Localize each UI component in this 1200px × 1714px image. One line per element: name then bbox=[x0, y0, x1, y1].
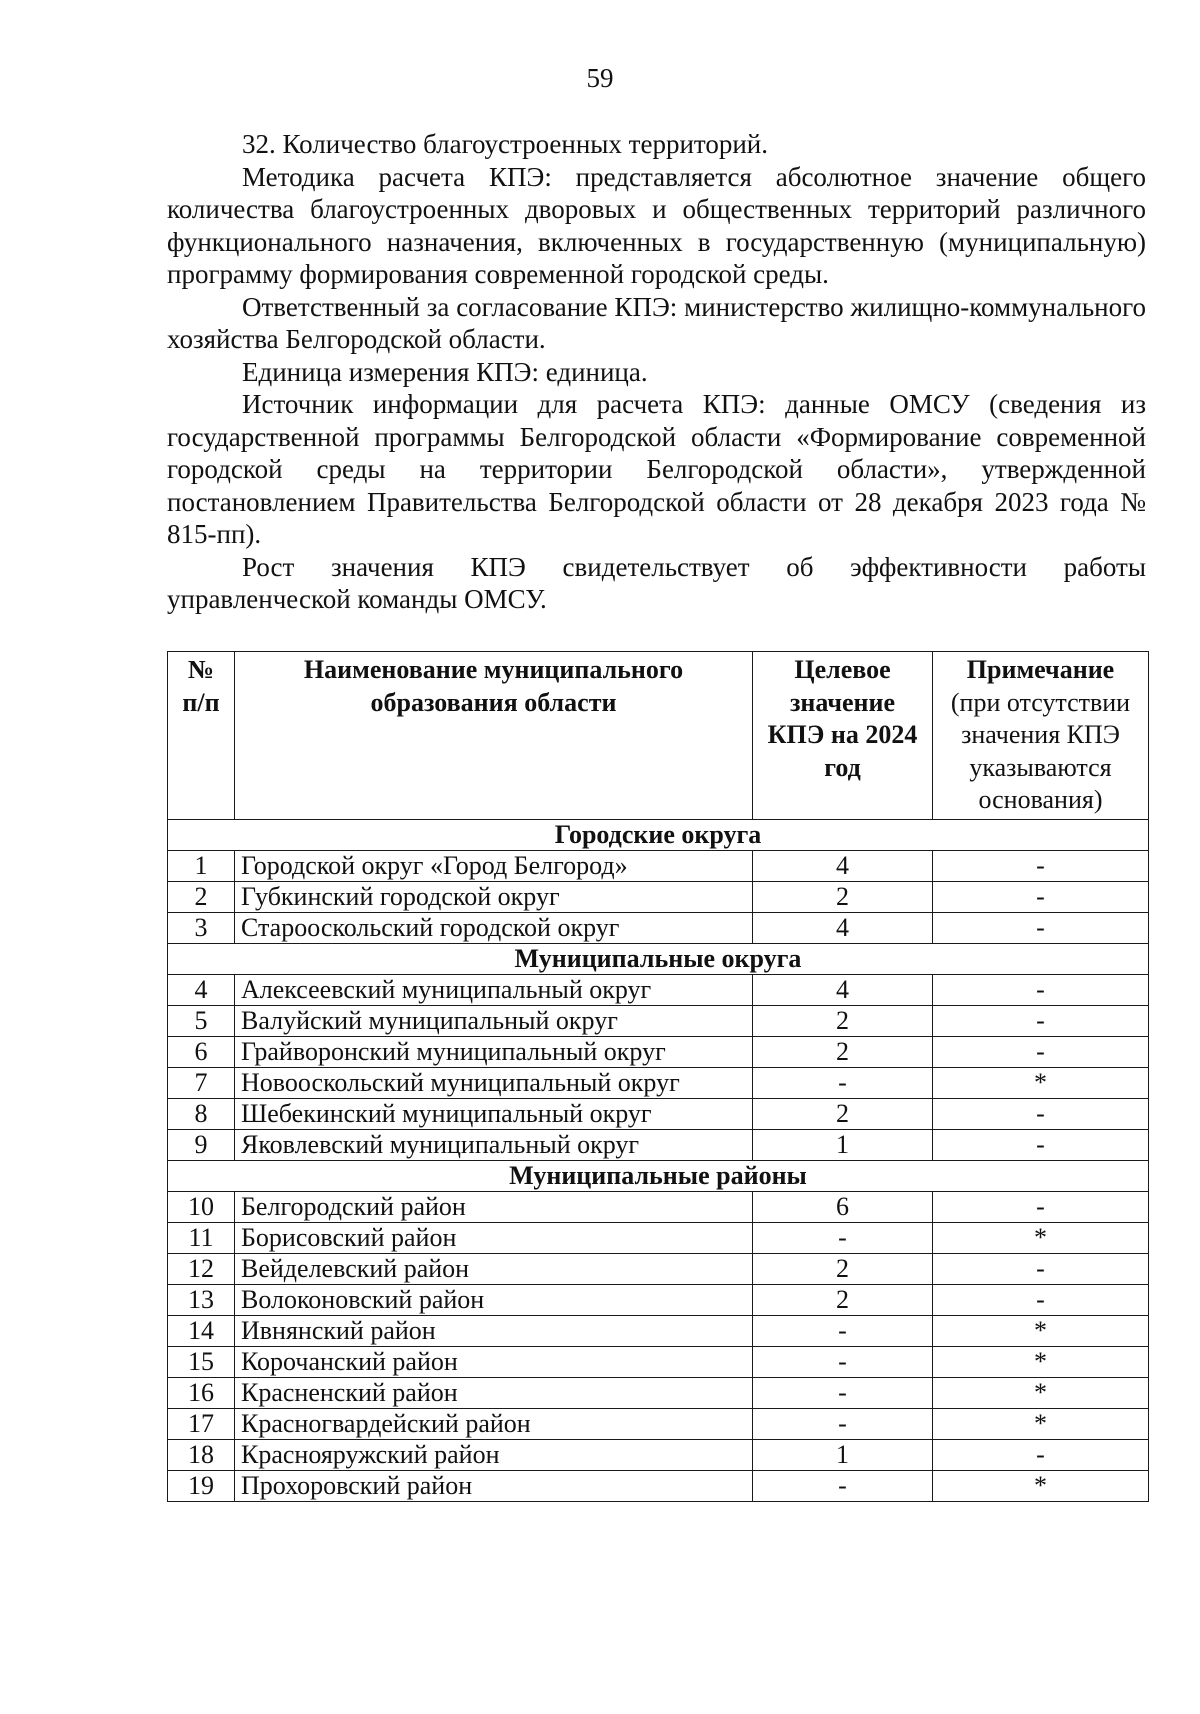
table-row bbox=[168, 1129, 1149, 1160]
municipality-name: Борисовский район bbox=[235, 1222, 753, 1253]
note-cell: * bbox=[933, 1377, 1149, 1408]
table-row bbox=[168, 1067, 1149, 1098]
row-number: 4 bbox=[168, 974, 235, 1005]
target-value: 2 bbox=[753, 1036, 933, 1067]
paragraph-growth: Рост значения КПЭ свидетельствует об эффективности работы управленческой команды ОМСУ. bbox=[167, 551, 1146, 614]
note-cell: * bbox=[933, 1346, 1149, 1377]
row-number: 13 bbox=[168, 1284, 235, 1315]
municipality-name: Алексеевский муниципальный округ bbox=[235, 974, 753, 1005]
municipality-name: Шебекинский муниципальный округ bbox=[235, 1098, 753, 1129]
table-row bbox=[168, 1408, 1149, 1439]
note-cell: - bbox=[933, 1036, 1149, 1067]
target-value: - bbox=[753, 1067, 933, 1098]
table-header-row bbox=[168, 652, 1149, 820]
paragraph-responsible: Ответственный за согласование КПЭ: министерство жилищно-коммунального хозяйства Белгородской области. bbox=[167, 291, 1146, 354]
table-row bbox=[168, 1253, 1149, 1284]
row-number: 6 bbox=[168, 1036, 235, 1067]
note-cell: - bbox=[933, 1191, 1149, 1222]
page-number: 59 bbox=[586, 63, 614, 93]
table-row bbox=[168, 1005, 1149, 1036]
table-row bbox=[168, 1222, 1149, 1253]
header-note-title: Примечание bbox=[966, 655, 1115, 684]
note-cell: - bbox=[933, 1253, 1149, 1284]
table-row bbox=[168, 1439, 1149, 1470]
table-row bbox=[168, 1315, 1149, 1346]
target-value: 4 bbox=[753, 850, 933, 881]
target-value: 4 bbox=[753, 974, 933, 1005]
target-value: 1 bbox=[753, 1439, 933, 1470]
note-cell: * bbox=[933, 1067, 1149, 1098]
target-value: - bbox=[753, 1408, 933, 1439]
header-value: Целевое значение КПЭ на 2024 год bbox=[753, 652, 933, 820]
note-cell: * bbox=[933, 1408, 1149, 1439]
target-value: 2 bbox=[753, 1253, 933, 1284]
row-number: 16 bbox=[168, 1377, 235, 1408]
note-cell: - bbox=[933, 912, 1149, 943]
section-title: Муниципальные округа bbox=[168, 943, 1149, 974]
table-row bbox=[168, 1098, 1149, 1129]
target-value: 2 bbox=[753, 1005, 933, 1036]
table-row bbox=[168, 1284, 1149, 1315]
municipality-name: Вейделевский район bbox=[235, 1253, 753, 1284]
target-value: 6 bbox=[753, 1191, 933, 1222]
municipality-name: Краснояружский район bbox=[235, 1439, 753, 1470]
municipality-name: Новооскольский муниципальный округ bbox=[235, 1067, 753, 1098]
header-num-symbol: № bbox=[187, 655, 215, 684]
target-value: - bbox=[753, 1346, 933, 1377]
header-num-label: п/п bbox=[182, 687, 220, 717]
table-row bbox=[168, 1191, 1149, 1222]
table-body bbox=[168, 819, 1149, 1501]
row-number: 8 bbox=[168, 1098, 235, 1129]
paragraph-methodology: Методика расчета КПЭ: представляется абсолютное значение общего количества благоустроенных дворовых и общественных территорий различного функционального назначения, включенных в государственную (муниципальную) программу формирования современной городской среды. bbox=[167, 161, 1146, 289]
note-cell: - bbox=[933, 881, 1149, 912]
paragraph-source: Источник информации для расчета КПЭ: данные ОМСУ (сведения из государственной программы Белгородской области «Формирование современной городской среды на территории Белгородской области», утвержденной постановлением Правительства Белгородской области от 28 декабря 2023 года № 815-пп). bbox=[167, 389, 1146, 549]
row-number: 15 bbox=[168, 1346, 235, 1377]
municipality-name: Грайворонский муниципальный округ bbox=[235, 1036, 753, 1067]
row-number: 7 bbox=[168, 1067, 235, 1098]
municipality-name: Губкинский городской округ bbox=[235, 881, 753, 912]
row-number: 1 bbox=[168, 850, 235, 881]
table-row bbox=[168, 912, 1149, 943]
section-row bbox=[168, 1160, 1149, 1191]
header-num bbox=[168, 652, 235, 820]
row-number: 11 bbox=[168, 1222, 235, 1253]
header-note bbox=[933, 652, 1149, 820]
target-value: - bbox=[753, 1315, 933, 1346]
note-cell: * bbox=[933, 1315, 1149, 1346]
municipality-name: Красненский район bbox=[235, 1377, 753, 1408]
document-body bbox=[167, 128, 1146, 616]
table-row bbox=[168, 1346, 1149, 1377]
section-heading: 32. Количество благоустроенных территорий. bbox=[242, 129, 768, 159]
table-row bbox=[168, 850, 1149, 881]
table-row bbox=[168, 1377, 1149, 1408]
municipality-name: Корочанский район bbox=[235, 1346, 753, 1377]
municipality-name: Яковлевский муниципальный округ bbox=[235, 1129, 753, 1160]
municipality-name: Городской округ «Город Белгород» bbox=[235, 850, 753, 881]
row-number: 10 bbox=[168, 1191, 235, 1222]
table-row bbox=[168, 1470, 1149, 1501]
target-value: 2 bbox=[753, 1284, 933, 1315]
note-cell: * bbox=[933, 1222, 1149, 1253]
header-name: Наименование муниципального образования области bbox=[235, 652, 753, 820]
target-value: - bbox=[753, 1377, 933, 1408]
section-row bbox=[168, 819, 1149, 850]
target-value: - bbox=[753, 1222, 933, 1253]
note-cell: - bbox=[933, 974, 1149, 1005]
paragraph-unit: Единица измерения КПЭ: единица. bbox=[242, 356, 648, 387]
municipality-name: Прохоровский район bbox=[235, 1470, 753, 1501]
row-number: 5 bbox=[168, 1005, 235, 1036]
note-cell: - bbox=[933, 1005, 1149, 1036]
target-value: 2 bbox=[753, 881, 933, 912]
target-value: 4 bbox=[753, 912, 933, 943]
municipality-name: Белгородский район bbox=[235, 1191, 753, 1222]
kpi-table bbox=[167, 651, 1149, 1502]
table-row bbox=[168, 974, 1149, 1005]
municipality-name: Старооскольский городской округ bbox=[235, 912, 753, 943]
section-title: Муниципальные районы bbox=[168, 1160, 1149, 1191]
section-title: Городские округа bbox=[168, 819, 1149, 850]
municipality-name: Волоконовский район bbox=[235, 1284, 753, 1315]
note-cell: - bbox=[933, 1098, 1149, 1129]
target-value: 1 bbox=[753, 1129, 933, 1160]
row-number: 19 bbox=[168, 1470, 235, 1501]
note-cell: - bbox=[933, 1284, 1149, 1315]
section-row bbox=[168, 943, 1149, 974]
row-number: 3 bbox=[168, 912, 235, 943]
table-row bbox=[168, 881, 1149, 912]
row-number: 14 bbox=[168, 1315, 235, 1346]
note-cell: - bbox=[933, 1129, 1149, 1160]
note-cell: - bbox=[933, 850, 1149, 881]
municipality-name: Красногвардейский район bbox=[235, 1408, 753, 1439]
row-number: 2 bbox=[168, 881, 235, 912]
note-cell: * bbox=[933, 1470, 1149, 1501]
row-number: 18 bbox=[168, 1439, 235, 1470]
table-row bbox=[168, 1036, 1149, 1067]
row-number: 17 bbox=[168, 1408, 235, 1439]
municipality-name: Валуйский муниципальный округ bbox=[235, 1005, 753, 1036]
target-value: 2 bbox=[753, 1098, 933, 1129]
target-value: - bbox=[753, 1470, 933, 1501]
municipality-name: Ивнянский район bbox=[235, 1315, 753, 1346]
row-number: 12 bbox=[168, 1253, 235, 1284]
note-cell: - bbox=[933, 1439, 1149, 1470]
header-note-subtitle: (при отсутствии значения КПЭ указываются основания) bbox=[950, 687, 1131, 814]
row-number: 9 bbox=[168, 1129, 235, 1160]
